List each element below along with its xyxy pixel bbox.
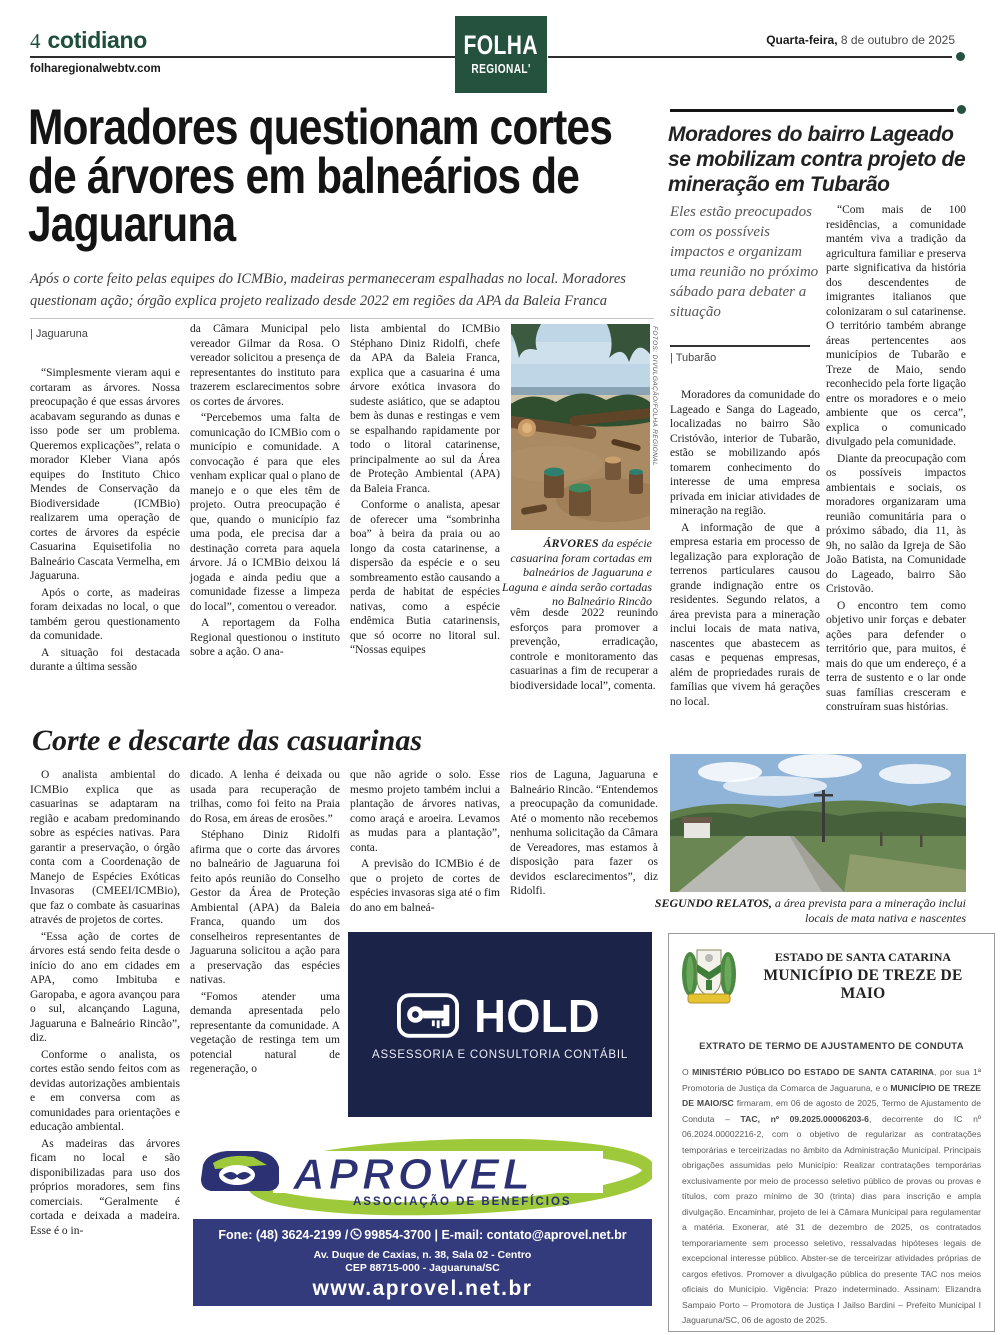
aprovel-logo: [193, 1139, 652, 1219]
website-url: folharegionalwebtv.com: [30, 63, 161, 75]
article-paragraph: que não agride o solo. Esse mesmo projeto também inclui a plantação de árvores nativas, como araçá e aroeira. Levamos as mudas para a plantação”, conta.: [350, 769, 500, 854]
legal-state: ESTADO DE SANTA CATARINA: [774, 950, 952, 964]
legal-body: O MINISTÉRIO PÚBLICO DO ESTADO DE SANTA CATARINA, por sua 1ª Promotoria de Justiça da Comarca de Jaguaruna, e o MUNICÍPIO DE TREZE DE MAIO/SC firmaram, em 06 de agosto de 2025, Termo de Ajustamento de Conduta – TAC, nº 09.2025.00006203-6, decorrente do IC nº 06.2024.00002216-2, com o objetivo de regularizar as contratações temporárias e terceirizadas no âmbito da Administração Municipal. Principais obrigações assumidas pelo Município: Realizar contratações temporárias exclusivamente por meio de processo seletivo público de provas ou provas e títulos, com prazo mínimo de 30 (trinta) dias para inscrição e ampla divulgação. Encaminhar, projeto de lei à Câmara Municipal para regulamentar a matéria. Exonerar, até 31 de dezembro de 2025, os contratados temporariamente sem processo seletivo, ressalvadas hipóteses legais de excepcional interesse público. Abster-se de terceirizar atividades próprias de cargos efetivos. Promover a divulgação pública do presente TAC nos meios oficiais do Município. Vigência: Prazo indeterminado. Assinam: Elizandra Sampaio Porto – Promotora de Justiça I Jailso Bardini – Prefeito Municipal I Jaguaruna/SC, 06 de agosto de 2025.: [682, 1067, 982, 1325]
legal-municipality: MUNICÍPIO DE TREZE DE MAIO: [763, 967, 963, 1002]
article-paragraph: “Simplesmente vieram aqui e cortaram as árvores. Nossa preocupação é que essas árvores acabavam segurando as dunas e isso pode ser um problema. Queremos explicações”, relata o morador Kleber Viana após equipes do Instituto Chico Mendes de Conservação da Biodiversidade (ICMBio) realizarem uma operação de cortes de árvores da espécie Casuarina Equisetifolia no Balneário Cascata Vermelha, em Jaguaruna.: [30, 367, 180, 582]
article-paragraph: O encontro tem como objetivo unir forças e debater ações para defender o território que, para muitos, é mais do que um endereço, é a terra de sustento e o lar onde suas famílias cresceram e construíram suas histórias.: [826, 599, 966, 713]
section-column-3: [350, 768, 500, 915]
tubarao-column-1: [670, 388, 820, 709]
section-headline: Corte e descarte das casuarinas: [32, 724, 422, 757]
article-paragraph: “Essa ação de cortes de árvores está sendo feita desde o início do ano em cidades em APA, como Imbituba e Garopaba, e agora avançou para o sul, alcançando Laguna, Jaguaruna e Balneário Rincão”, diz.: [30, 930, 180, 1044]
main-deck: Após o corte feito pelas equipes do ICMBio, madeiras permaneceram espalhadas no local. Moradores questionam ação; órgão explica projeto realizado desde 2022 em regiões da APA da Baleia Franca: [30, 271, 626, 309]
folha-regional-logo: [455, 16, 547, 93]
aprovel-website[interactable]: www.aprovel.net.br: [312, 1277, 533, 1300]
article-paragraph: “Fomos atender uma demanda apresentada pelo representante da comunidade. A vegetação de restinga tem um potencial natural de regeneração, o: [190, 990, 340, 1075]
article-paragraph: As madeiras das árvores ficam no local e são disponibilizadas para uso dos próprios moradores, sem fins comerciais. “Geralmente é cortada e deixada a madeira. Esse é o in-: [30, 1137, 180, 1237]
whatsapp-icon: [350, 1228, 362, 1240]
hold-key-icon: [397, 993, 459, 1038]
aprovel-address-2: CEP 88715-000 - Jaguaruna/SC: [345, 1262, 500, 1274]
article-paragraph: dicado. A lenha é deixada ou usada para recuperação de trilhas, como foi feito na Praia do Rosa, em áreas de erosões.”: [190, 769, 340, 825]
svg-text:ASSOCIAÇÃO DE BENEFÍCIOS: ASSOCIAÇÃO DE BENEFÍCIOS: [353, 1196, 572, 1208]
article-paragraph: Stéphano Diniz Ridolfi afirma que o corte das árvores no balneário de Jaguaruna foi feito após reunião do Conselho Gestor da Área de Proteção Ambiental (APA) da Baleia Franca, quando um dos conselheiros representantes de Jaguaruna solicitou a ação para a preservação das espécies nativas.: [190, 829, 340, 986]
legal-header: [746, 950, 980, 1003]
main-article-column-2: [190, 322, 340, 660]
hold-tagline: ASSESSORIA E CONSULTORIA CONTÁBIL: [371, 1048, 629, 1061]
main-headline: Moradores questionam cortes de árvores em balneários de Jaguaruna: [28, 99, 613, 252]
section-column-1: [30, 768, 180, 1238]
section-name: cotidiano: [47, 27, 148, 53]
article-paragraph: A previsão do ICMBio é de que o projeto de cortes de espécies invasoras siga até o fim do ano em balneá-: [350, 858, 500, 914]
aprovel-address-1: Av. Duque de Caxias, n. 38, Sala 02 - Centro: [313, 1249, 532, 1261]
edition-date: Quarta-feira, 8 de outubro de 2025: [766, 33, 955, 47]
article-paragraph: da Câmara Municipal pelo vereador Gilmar da Rosa. O vereador solicitou a presença de representantes do instituto para trazerem esclarecimentos sobre os cortes de árvores.: [190, 323, 340, 408]
main-article-column-3: [350, 322, 500, 658]
photo-caption-trees: ÁRVORES da espécie casuarina foram cortadas em balneários de Jaguaruna e Laguna e ainda serão cortadas no Balneário Rincão: [502, 536, 652, 608]
article-paragraph: rios de Laguna, Jaguaruna e Balneário Rincão. “Entendemos a preocupação da comunidade. Até o momento não recebemos nenhuma solicitação da Câmara de Vereadores, mas estamos à disposição para fazer os devidos esclarecimentos”, diz Ridolfi.: [510, 769, 658, 897]
tubarao-deck-rule: [670, 345, 810, 347]
treze-de-maio-crest-icon: [681, 944, 737, 1006]
tubarao-column-2: [826, 203, 966, 715]
logo-text-line2: REGIONAL': [471, 60, 531, 76]
legal-title: EXTRATO DE TERMO DE AJUSTAMENTO DE CONDUTA: [699, 1041, 964, 1052]
section-header: [30, 27, 147, 54]
logo-text-line1: FOLHA: [463, 30, 539, 61]
aprovel-ad[interactable]: [193, 1139, 652, 1327]
photo-credit: FOTOS: DIVULGAÇÃO/FOLHA REGIONAL: [651, 326, 658, 466]
green-dot-icon: [956, 52, 965, 61]
tubarao-headline: Moradores do bairro Lageado se mobilizam contra projeto de mineração em Tubarão: [668, 123, 966, 196]
article-paragraph: O analista ambiental do ICMBio explica que as casuarinas se adaptaram na região e acabam predominando sobre as espécies nativas. Para garantir a preservação, o órgão conta com a Coordenação de Manejo de Espécies Exóticas Invasoras (CMEEI/ICMBio), que faz o combate às casuarinas através de projetos de cortes.: [30, 769, 180, 926]
deck-rule: [30, 318, 654, 319]
article-paragraph: “Com mais de 100 residências, a comunidade mantém viva a tradição da agricultura familiar e preserva parte significativa da história dos descendentes de imigrantes italianos que colonizaram o sul catarinense. O território também abrange áreas pertencentes aos municípios de Tubarão e Treze de Maio, sendo reconhecido pela forte ligação entre os moradores e o meio ambiente que os cerca”, explica o comunicado divulgado pela comunidade.: [826, 204, 966, 448]
svg-text:APROVEL: APROVEL: [293, 1150, 534, 1199]
aprovel-contact-bar: [193, 1219, 652, 1306]
aprovel-phone-line: Fone: (48) 3624-2199 / 99854-3700 | E-mail: contato@aprovel.net.br: [218, 1228, 627, 1242]
tubarao-article-rule: [670, 109, 954, 112]
article-paragraph: Diante da preocupação com os possíveis impactos ambientais e sociais, os moradores organizaram uma reunião comunitária para o próximo sábado, dia 11, às 9h, no salão da Igreja de São João Batista, na Comunidade do Lageado, bairro São Cristovão.: [826, 452, 966, 595]
article-paragraph: Conforme o analista, os cortes estão sendo feitos com as devidas autorizações ambientais e em conversa com as comunidades para orientações e educação ambiental.: [30, 1048, 180, 1133]
section-column-4: [510, 768, 658, 899]
article-paragraph: Conforme o analista, apesar de oferecer uma “sombrinha boa” à beira da praia ou ao longo da costa catarinense, a dispersão da espécie e o seu sombreamento estão causando a perda de habitat de espécies nativas, como a espécie endêmica Butia catarinensis, que só ocorre no litoral sul. “Nossas equipes: [350, 499, 500, 656]
masthead-rule-right: [548, 56, 952, 58]
section-column-2: [190, 768, 340, 1077]
article-paragraph: “Percebemos uma falta de comunicação do ICMBio com o município e comunidade. A convocação é para que eles venham explicar qual o plano de manejo e o que eles têm de projeto. Outra preocupação é que, quando o município faz uma poda, ele precisa dar a destinação correta para aquela árvore. Já o ICMBio deixou lá jogada e ainda pediu que a comunidade fizesse a limpeza do local”, comentou o vereador.: [190, 412, 340, 613]
main-article-column-4: [510, 606, 658, 693]
location-tag-jaguaruna: | Jaguaruna: [30, 328, 88, 340]
article-paragraph: A reportagem da Folha Regional questionou o instituto sobre a ação. O ana-: [190, 617, 340, 658]
photo-rural-road: [670, 754, 966, 892]
article-paragraph: lista ambiental do ICMBio Stéphano Diniz Ridolfi, chefe da APA da Baleia Franca, explica que a casuarina é uma árvore exótica invasora do sudeste asiático, que se adaptou bem às dunas e restingas e vem se espalhando rapidamente por todo o litoral catarinense, principalmente ao sul da Área de Proteção Ambiental (APA) da Baleia Franca.: [350, 323, 500, 495]
legal-notice: [668, 933, 995, 1332]
hold-ad[interactable]: [348, 932, 652, 1117]
tubarao-deck: Eles estão preocupados com os possíveis impactos e organizam uma reunião no próximo sábado para debater a situação: [670, 204, 819, 320]
green-dot-icon: [957, 105, 966, 114]
photo-cut-trees: [511, 324, 650, 530]
article-paragraph: Moradores da comunidade do Lageado e Sanga do Lageado, localizadas no bairro São Cristóvão, interior de Tubarão, estão se mobilizando após tomarem conhecimento do interesse de uma empresa privada em iniciar atividades de mineração na região.: [670, 389, 820, 517]
main-article-column-1: [30, 366, 180, 675]
location-tag-tubarao: | Tubarão: [670, 352, 717, 364]
page-number: 4: [30, 29, 41, 53]
article-paragraph: A situação foi destacada durante a última sessão: [30, 646, 180, 673]
masthead-rule-left: [30, 56, 455, 58]
article-paragraph: vêm desde 2022 reunindo esforços para promover a prevenção, erradicação, controle e monitoramento das casuarinas a fim de recuperar a biodiversidade local”, comenta.: [510, 607, 658, 692]
photo-caption-road: SEGUNDO RELATOS, a área prevista para a mineração inclui locais de mata nativa e nascentes: [654, 896, 966, 925]
article-paragraph: A informação de que a empresa estaria em processo de legalização para exploração de terrenos particulares causou grande indignação entre os residentes. Segundo relatos, a área prevista para a mineração inclui locais de mata nativa, nascentes que abastecem as casas e pequenas empresas, além de propriedades rurais de famílias que vivem há gerações no local.: [670, 521, 820, 708]
article-paragraph: Após o corte, as madeiras foram deixadas no local, o que também gerou questionamento da comunidade.: [30, 586, 180, 642]
hold-brand: HOLD: [474, 989, 600, 1042]
